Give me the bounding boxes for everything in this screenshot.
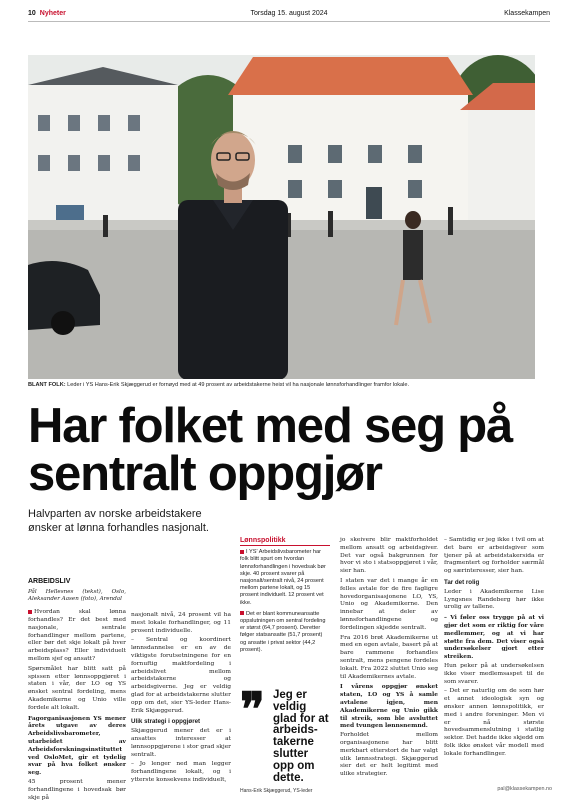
article-column-2 bbox=[131, 612, 231, 787]
issue-date: Torsdag 15. august 2024 bbox=[250, 10, 328, 17]
article-column-3 bbox=[340, 537, 438, 781]
factbox-title: Lønnspolitikk bbox=[240, 537, 330, 546]
paragraph: I staten var det i mange år en felles avtale for de fire fagligre hovedorganisasjonene LO, YS, Unio og Akademikerne. Den innebar at deler av lønnsforhandlingene og fordelingen skjedde sentralt. bbox=[340, 577, 438, 631]
article-column-1 bbox=[28, 578, 126, 804]
headline: Har folket med seg på sentralt oppgjør bbox=[28, 399, 513, 501]
paragraph: – Jo lenger ned man legger forhandlingene lokalt, og i ytterste konsekvens individuelt, bbox=[131, 761, 231, 783]
square-bullet-icon bbox=[240, 550, 244, 554]
paragraph: – Vi føler oss trygge på at vi gjør det som er riktig for våre medlemmer, og at vi har støtte fra dem. Det viser også undersøkelser gjort etter streiken. bbox=[444, 614, 544, 661]
page-header bbox=[28, 6, 550, 22]
page-number: 10 bbox=[28, 10, 36, 17]
quote-mark-icon: ❞ bbox=[240, 683, 265, 735]
article-byline: Pål Hellesnes (tekst), Oslo, Aleksander Aasen (foto), Arendal bbox=[28, 588, 126, 602]
factbox bbox=[240, 537, 330, 658]
lead-photo bbox=[28, 55, 535, 379]
paragraph: Leder i Akademikerne Lise Lyngsnes Randeberg hør ikke urolig av tallene. bbox=[444, 588, 544, 611]
pull-quote bbox=[240, 683, 332, 795]
paragraph: Hvordan skal lønna forhandles? Er det best med nasjonale, sentrale forhandlinger mellom partene, eller bør det skje lokalt på hver arbeidsplass? Eller individuelt mellom sjef og ansatt? bbox=[28, 609, 126, 662]
paragraph: Spørsmålet har blitt satt på spissen etter lønnsoppgjøret i staten i vår, der LO og YS ønsket sentral fordeling, mens Akademikerne og Unio ville fordele alt lokalt. bbox=[28, 665, 126, 711]
paragraph: jo skeivere blir maktforholdet mellom ansatt og arbeidsgiver. Det var også bakgrunnen for hvor vi sto i statsoppgjøret i vår, sier han. bbox=[340, 537, 438, 575]
article-kicker: ARBEIDSLIV bbox=[28, 578, 71, 585]
pull-quote-text: Jeg er veldig glad for at arbeidstakerne slutter opp om dette. bbox=[273, 689, 329, 784]
paragraph: – Samtidig er jeg ikke i tvil om at det bare er arbeidsgiver som tjener på at arbeidstakersida er fragmentert og forholder særmål og særinteresser, sier han. bbox=[444, 537, 544, 575]
paragraph: Skjæggerud mener det er i ansattes interesser at lønnsoppgjørene i stor grad skjer sentralt. bbox=[131, 728, 231, 758]
paragraph: – Det er naturlig om de som hør et annet ideologisk syn og ønsker annen lønnspolitikk, er med i andre foreninger. Men vi er nå største hovedsammenslutning i statlig sektor. Det hadde ikke skjedd om folk ikke ønsket vår modell med lokale forhandlinger. bbox=[444, 688, 544, 757]
section-label: Nyheter bbox=[39, 10, 66, 17]
factbox-item: I YS' Arbeidslivsbarometer har folk blitt spurt om hvordan lønnsforhandlingen i hovedsak bør skje. 40 prosent svarer på nasjonalt/sentralt nivå, 24 prosent mellom partene lokalt, og 15 prosent individuelt. 12 prosent vet ikke. bbox=[240, 549, 326, 606]
paragraph: nasjonalt nivå, 24 prosent vil ha mest lokale forhandlinger, og 11 prosent individuelle. bbox=[131, 612, 231, 634]
paragraph: Fagorganisasjonen YS mener årets utgave av deres Arbeidslivsbarometer, utarbeidet av Arbeidsforskningsinstituttet ved OsloMet, gir et tydelig svar på hva folket ønsker seg. bbox=[28, 714, 126, 777]
newspaper-name: Klassekampen bbox=[504, 10, 550, 17]
author-email: pal@klassekampen.no bbox=[497, 786, 552, 792]
pull-quote-source: Hans-Erik Skjæggerud, YS-leder bbox=[240, 788, 313, 795]
article-column-4 bbox=[444, 537, 544, 761]
paragraph: – Sentral og koordinert lønnsdannelse er en av de viktigste forutsetningene for en fornuftig maktfordeling i arbeidslivet mellom arbeidstakerne og arbeidsgiverne. Jeg er veldig glad for at arbeidstakerne slutter opp om det, sier YS-leder Hans-Erik Skjæggerud. bbox=[131, 637, 231, 714]
photo-caption bbox=[28, 381, 535, 389]
square-bullet-icon bbox=[28, 610, 32, 614]
caption-text: Leder i YS Hans-Erik Skjæggerud er fornøyd med at 49 prosent av arbeidstakerne heist vil ha nasjonale lønnsforhandlinger framfor lokale. bbox=[65, 382, 410, 388]
person-portrait-icon bbox=[28, 55, 535, 379]
paragraph: I vårens oppgjør ønsket staten, LO og YS å samle avtalene igjen, men Akademikerne og Unio gikk til streik, som ble avsluttet med tvungen lønnsnemnd. bbox=[340, 683, 438, 730]
ingress: Halvparten av norske arbeidstakere ønsker at lønna forhandles nasjonalt. bbox=[28, 508, 209, 534]
subheading: Ulik strategi i oppgjøret bbox=[131, 718, 201, 726]
square-bullet-icon bbox=[240, 611, 244, 615]
paragraph: 45 prosent mener forhandlingene i hovedsak bør skje på bbox=[28, 778, 126, 801]
subheading: Tar det rolig bbox=[444, 578, 480, 586]
paragraph: Forholdet mellom organisasjonene har blitt merkbart etterstort de har valgt ulik lønnsstrategi. Skjæggerud sier det er helt legitimt med ulike strategier. bbox=[340, 732, 438, 778]
factbox-item: Det er blant kommuneansatte oppslutningen om sentral fordeling er størst (64,7 prosent). Deretter følger statsansatte (51,7 prosent) og ansatte i privat sektor (44,2 prosent). bbox=[240, 610, 326, 653]
paragraph: Fra 2016 brøt Akademikerne ut med en egen avtale, basert på at bare rammene forhandles sentralt, mens pengene fordeles lokalt. Fra 2022 sluttet Unio seg til Akademikernes avtale. bbox=[340, 634, 438, 680]
paragraph: Hun peker på at undersøkelsen ikke viser medlemsaspet til de som svarer. bbox=[444, 662, 544, 685]
caption-lead: BLANT FOLK: bbox=[28, 382, 66, 388]
